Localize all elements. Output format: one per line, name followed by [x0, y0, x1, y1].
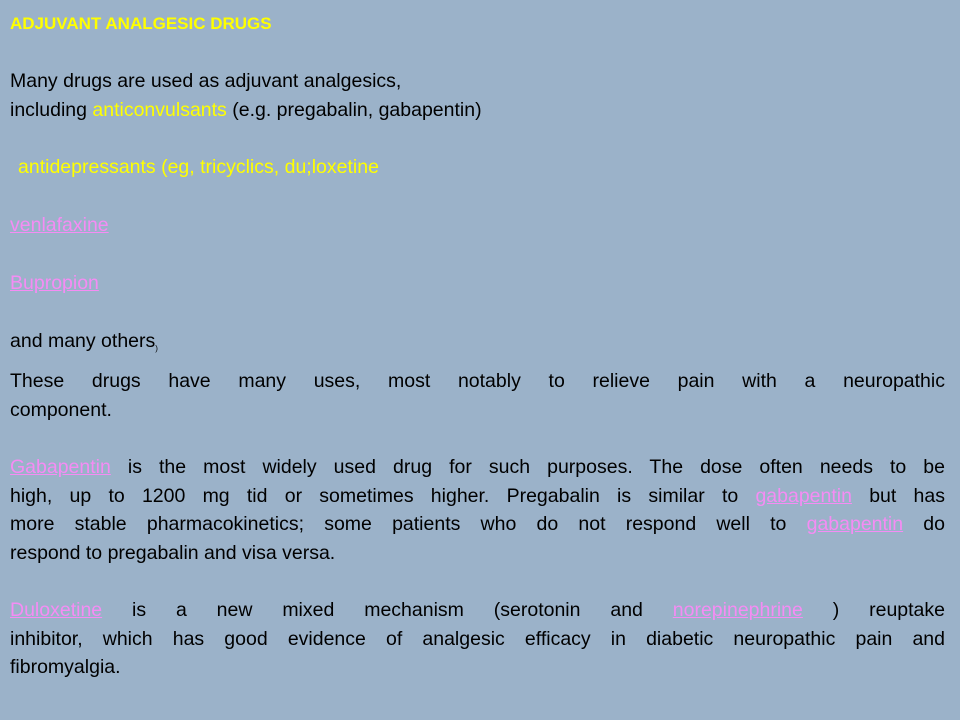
slide-title: ADJUVANT ANALGESIC DRUGS — [10, 14, 272, 33]
paragraph-gabapentin-text-a: is the most widely used drug for such purposes. The dose often needs to be — [110, 456, 945, 478]
gabapentin-link-3[interactable]: gabapentin — [806, 513, 904, 535]
paragraph-gabapentin — [10, 453, 945, 567]
paragraph-gabapentin-text-b: high, up to 1200 mg tid or sometimes higher. Pregabalin is similar to — [10, 484, 756, 507]
paragraph-gabapentin-line-3 — [10, 510, 945, 539]
intro-line-2-suffix: (e.g. pregabalin, gabapentin) — [226, 99, 482, 121]
paragraph-duloxetine-text-b: ) reuptake — [802, 599, 945, 621]
paragraph-duloxetine-text-a: is a new mixed mechanism (serotonin and — [102, 599, 673, 621]
paragraph-uses-line-1: These drugs have many uses, most notably to relieve pain with a neuropathic — [10, 370, 945, 392]
gabapentin-link-2[interactable]: gabapentin — [755, 484, 852, 507]
paragraph-gabapentin-line-1 — [10, 453, 945, 482]
antidepressants-line: antidepressants (eg, tricyclics, du;loxetine — [18, 156, 379, 178]
intro-line-2-prefix: including — [10, 99, 93, 121]
paragraph-gabapentin-text-d: more stable pharmacokinetics; some patients who do not respond well to — [10, 513, 807, 535]
paragraph-duloxetine — [10, 596, 945, 682]
paragraph-gabapentin-text-e: do — [903, 513, 945, 535]
and-many-others — [10, 329, 158, 361]
paragraph-duloxetine-line-2: inhibitor, which has good evidence of analgesic efficacy in diabetic neuropathic pain and — [10, 627, 945, 650]
and-many-others-text: and many others — [10, 330, 156, 352]
paragraph-gabapentin-text-c: but has — [851, 484, 945, 507]
intro-line-2 — [10, 98, 482, 122]
anticonvulsants-text: anticonvulsants — [92, 99, 227, 121]
intro-line-1: Many drugs are used as adjuvant analgesics, — [10, 70, 402, 92]
norepinephrine-link[interactable]: norepinephrine — [672, 599, 803, 621]
venlafaxine-link[interactable]: venlafaxine — [10, 214, 109, 236]
duloxetine-link[interactable]: Duloxetine — [10, 599, 103, 621]
gabapentin-link-1[interactable]: Gabapentin — [10, 456, 111, 478]
paragraph-uses — [10, 367, 945, 424]
paragraph-gabapentin-line-4: respond to pregabalin and visa versa. — [10, 541, 336, 564]
bupropion-row — [10, 271, 99, 295]
others-subscript: ) — [155, 344, 158, 353]
bupropion-link[interactable]: Bupropion — [10, 272, 99, 294]
paragraph-gabapentin-line-2 — [10, 482, 945, 511]
paragraph-duloxetine-line-3: fibromyalgia. — [10, 656, 121, 678]
venlafaxine-row — [10, 213, 109, 237]
paragraph-uses-line-2: component. — [10, 398, 112, 421]
paragraph-duloxetine-line-1 — [10, 596, 945, 625]
